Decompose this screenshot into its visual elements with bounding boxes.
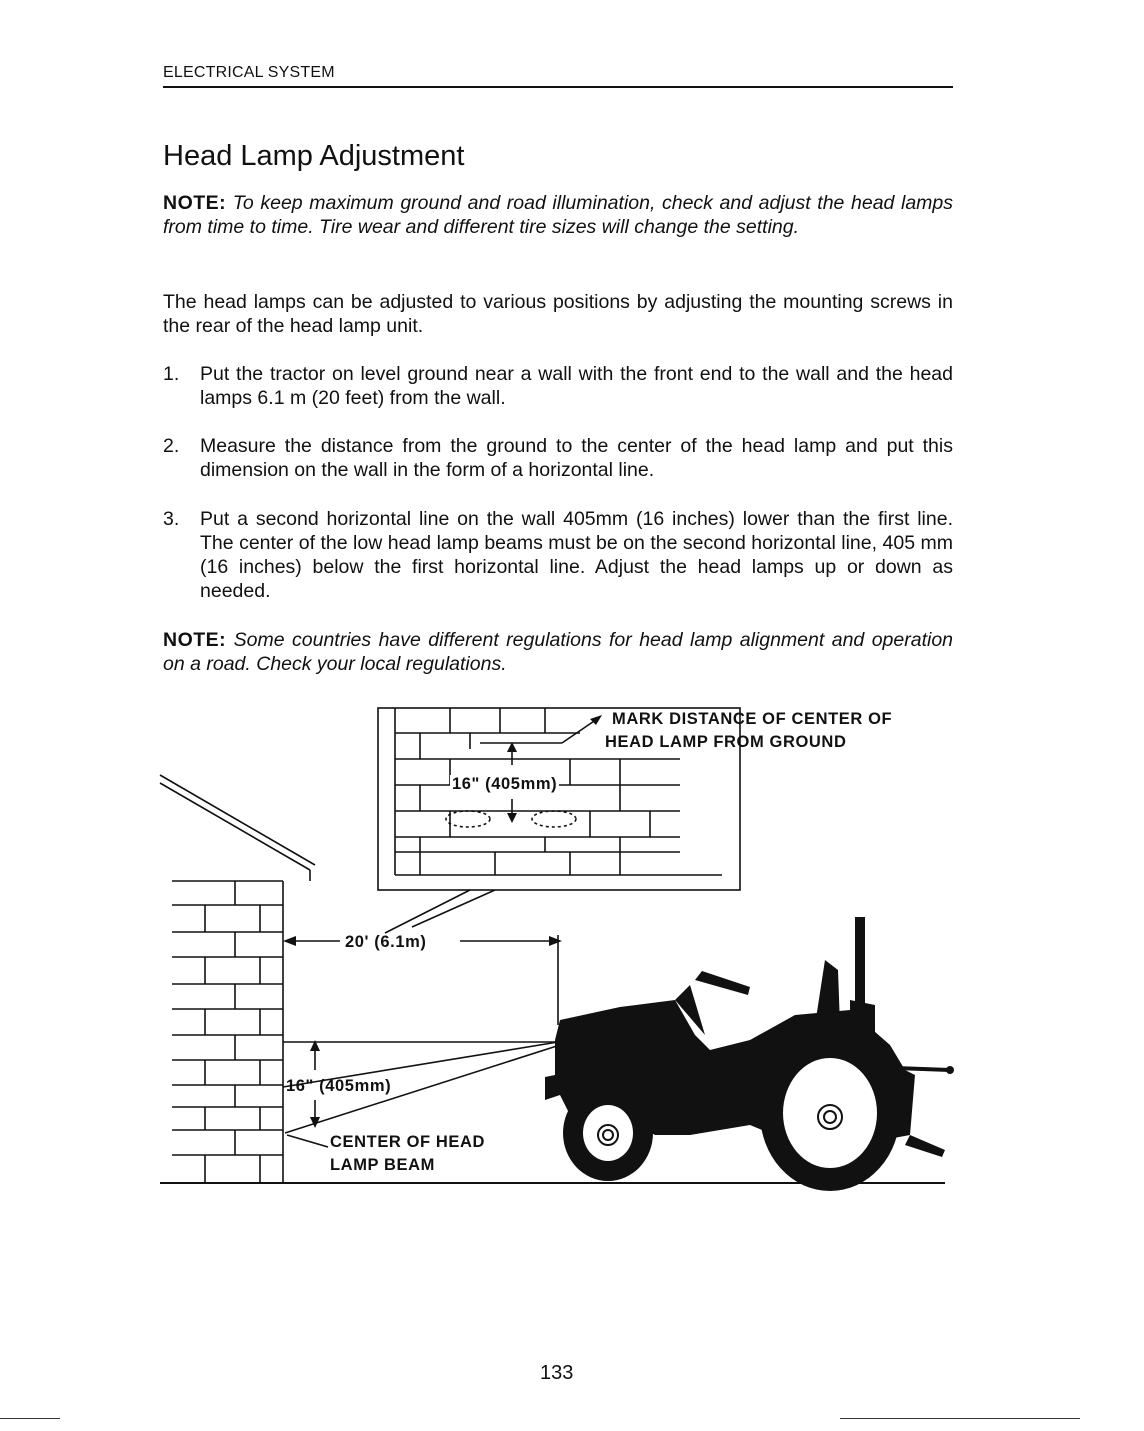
step-1	[163, 362, 953, 410]
note-1	[163, 191, 953, 239]
section-header	[163, 62, 953, 88]
headlamp-diagram-drawing	[150, 695, 960, 1195]
footer-rule-left	[0, 1418, 60, 1419]
tractor-illustration	[545, 917, 954, 1191]
step-2	[163, 434, 953, 482]
headlamp-diagram	[150, 695, 960, 1195]
section-title: ELECTRICAL SYSTEM	[163, 64, 335, 81]
note-1-text: To keep maximum ground and road illumination, check and adjust the head lamps from time to time. Tire wear and different tire sizes will change the setting.	[163, 192, 954, 238]
intro-paragraph: The head lamps can be adjusted to various positions by adjusting the mounting screws in the rear of the head lamp unit.	[163, 291, 953, 337]
step-3	[163, 507, 953, 603]
note-2-text: Some countries have different regulations for head lamp alignment and operation on a road. Check your local regulations.	[163, 629, 954, 675]
garage-wall	[172, 881, 283, 1183]
distance-label: 20' (6.1m)	[345, 933, 427, 951]
mark-distance-label-line2: HEAD LAMP FROM GROUND	[605, 733, 847, 751]
inset-dimension-label: 16" (405mm)	[452, 775, 558, 793]
note-2-label: NOTE:	[163, 629, 227, 651]
page-number: 133	[540, 1362, 574, 1384]
mark-distance-label-line1: MARK DISTANCE OF CENTER OF	[612, 710, 893, 728]
beam-label-line2: LAMP BEAM	[330, 1156, 436, 1174]
beam-label-line1: CENTER OF HEAD	[330, 1133, 486, 1151]
step-3-text: Put a second horizontal line on the wall 405mm (16 inches) lower than the first line. The center of the low head lamp beams must be on the second horizontal line, 405 mm (16 inches) below the first horizontal line. Adjust the head lamps up or down as needed.	[200, 508, 953, 602]
page-title: Head Lamp Adjustment	[163, 140, 465, 172]
wall-dimension-label: 16" (405mm)	[286, 1077, 392, 1095]
note-2	[163, 628, 953, 676]
step-3-number: 3.	[163, 508, 180, 530]
footer-rule-right	[840, 1418, 1080, 1419]
step-2-number: 2.	[163, 435, 180, 457]
note-1-label: NOTE:	[163, 192, 227, 214]
step-1-number: 1.	[163, 363, 180, 385]
step-2-text: Measure the distance from the ground to the center of the head lamp and put this dimension on the wall in the form of a horizontal line.	[200, 435, 953, 481]
step-1-text: Put the tractor on level ground near a wall with the front end to the wall and the head lamps 6.1 m (20 feet) from the wall.	[200, 363, 953, 409]
